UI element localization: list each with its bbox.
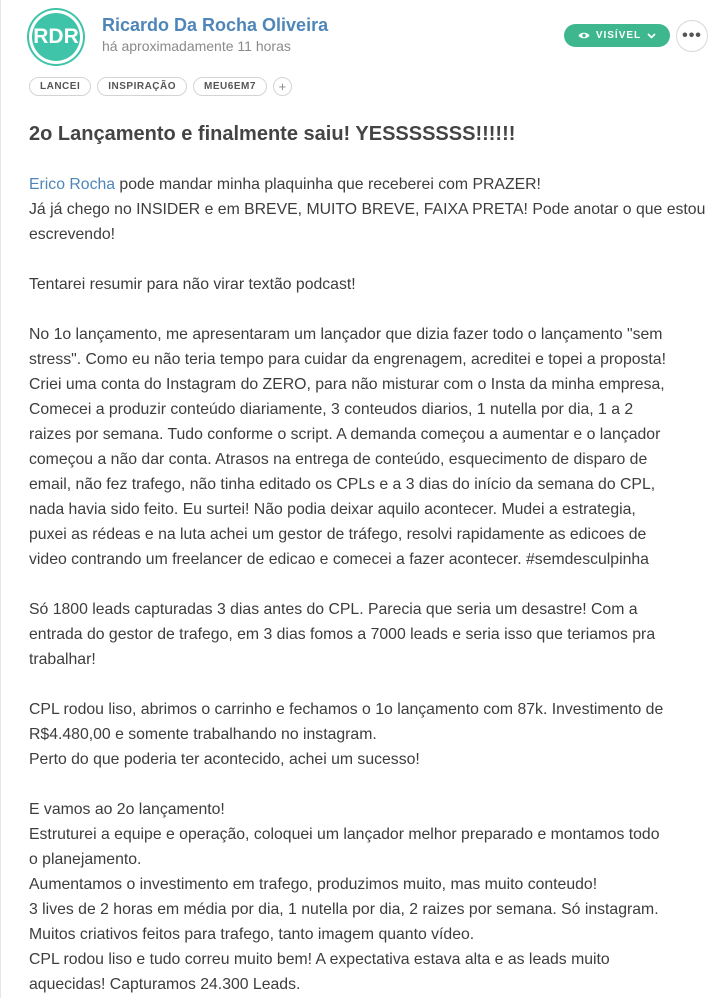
author-name[interactable]: Ricardo Da Rocha Oliveira [102, 15, 329, 35]
avatar[interactable]: RDR [29, 10, 83, 64]
post-body-line [29, 797, 709, 822]
eye-icon [578, 31, 590, 40]
visibility-label: VISÍVEL [595, 30, 642, 41]
post-body-text: stress". Como eu não teria tempo para cuidar da engrenagem, acreditei e topei a proposta! [29, 351, 666, 368]
post-body-text: Já já chego no INSIDER e em BREVE, MUITO BREVE, FAIXA PRETA! Pode anotar o que estou [29, 201, 706, 218]
post-body-text: começou a não dar conta. Atrasos na entrega de conteúdo, esquecimento de disparo de [29, 451, 648, 468]
post-body-text: pode mandar minha plaquinha que receberei com PRAZER! [115, 176, 541, 193]
post-body [29, 172, 709, 997]
post-body-text: Comecei a produzir conteúdo diariamente, 3 conteudos diarios, 1 nutella por dia, 1 a 2 [29, 401, 634, 418]
post-body-line [29, 822, 709, 847]
post-body-line [29, 847, 709, 872]
post-body-text: E vamos ao 2o lançamento! [29, 801, 225, 818]
post-body-text: aquecidas! Capturamos 24.300 Leads. [29, 976, 301, 993]
visibility-button[interactable] [564, 24, 670, 47]
post-body-text: Aumentamos o investimento em trafego, produzimos muito, mas muito conteudo! [29, 876, 598, 893]
post-body-line [29, 897, 709, 922]
post-title: 2o Lançamento e finalmente saiu! YESSSSSSS!!!!!! [29, 123, 516, 145]
post-body-text: trabalhar! [29, 651, 96, 668]
post-body-text: video contrando um freelancer de edicao e comecei a fazer acontecer. #semdesculpinha [29, 551, 649, 568]
post-body-line [29, 397, 709, 422]
post-body-line [29, 922, 709, 947]
post-body-line [29, 447, 709, 472]
more-options-button[interactable] [676, 20, 708, 52]
post-body-text: CPL rodou liso e tudo correu muito bem! A expectativa estava alta e as leads muito [29, 951, 610, 968]
post-body-text: Muitos criativos feitos para trafego, tanto imagem quanto vídeo. [29, 926, 475, 943]
post-body-line [29, 872, 709, 897]
paragraph-gap [29, 772, 709, 797]
post-body-line [29, 497, 709, 522]
post-body-text: escrevendo! [29, 226, 116, 243]
tag-inspiracao[interactable]: INSPIRAÇÃO [97, 77, 187, 96]
post-body-text: Criei uma conta do Instagram do ZERO, para não misturar com o Insta da minha empresa, [29, 376, 665, 393]
more-dots-icon: ••• [682, 27, 702, 44]
post-body-line [29, 647, 709, 672]
post-body-line [29, 697, 709, 722]
tag-list [29, 77, 292, 96]
post-body-text: raizes por semana. Tudo conforme o script. A demanda começou a aumentar e o lançador [29, 426, 661, 443]
post-body-line [29, 372, 709, 397]
post-body-line [29, 547, 709, 572]
post-body-text: Tentarei resumir para não virar textão podcast! [29, 276, 356, 293]
post-body-line [29, 472, 709, 497]
post-body-line [29, 597, 709, 622]
post-body-text: Estruturei a equipe e operação, coloquei um lançador melhor preparado e montamos todo [29, 826, 660, 843]
tag-lancei[interactable]: LANCEI [29, 77, 91, 96]
paragraph-gap [29, 247, 709, 272]
post-body-text: entrada do gestor de trafego, em 3 dias fomos a 7000 leads e seria isso que teriamos pra [29, 626, 656, 643]
paragraph-gap [29, 297, 709, 322]
paragraph-gap [29, 672, 709, 697]
paragraph-gap [29, 572, 709, 597]
post-timestamp: há aproximadamente 11 horas [102, 38, 291, 54]
post-body-line [29, 422, 709, 447]
post-body-text: o planejamento. [29, 851, 142, 868]
mention-link[interactable]: Erico Rocha [29, 176, 116, 193]
post-body-line [29, 322, 709, 347]
post-body-line [29, 972, 709, 997]
post-body-line [29, 272, 709, 297]
post-body-line [29, 622, 709, 647]
post-body-text: email, não fez trafego, não tinha editado os CPLs e a 3 dias do início da semana do CPL, [29, 476, 656, 493]
post-body-text: No 1o lançamento, me apresentaram um lançador que dizia fazer todo o lançamento "sem [29, 326, 663, 343]
post-body-text: 3 lives de 2 horas em média por dia, 1 nutella por dia, 2 raizes por semana. Só instagram. [29, 901, 659, 918]
post-body-line [29, 722, 709, 747]
post-body-text: puxei as rédeas e na luta achei um gestor de tráfego, resolvi rapidamente as edicoes de [29, 526, 647, 543]
post-body-text: nada havia sido feito. Eu surtei! Não podia deixar aquilo acontecer. Mudei a estrategia, [29, 501, 636, 518]
post-body-line [29, 222, 709, 247]
tag-meu6em7[interactable]: MEU6EM7 [193, 77, 267, 96]
chevron-down-icon [647, 33, 656, 39]
post-body-text: R$4.480,00 e somente trabalhando no instagram. [29, 726, 377, 743]
post-body-line [29, 347, 709, 372]
add-tag-button[interactable]: + [273, 77, 292, 96]
post-body-line [29, 522, 709, 547]
post-body-text: Perto do que poderia ter acontecido, achei um sucesso! [29, 751, 420, 768]
post-body-line [29, 747, 709, 772]
post-body-line [29, 172, 709, 197]
post-body-line [29, 947, 709, 972]
post-body-text: CPL rodou liso, abrimos o carrinho e fechamos o 1o lançamento com 87k. Investimento de [29, 701, 664, 718]
post-body-line [29, 197, 709, 222]
post-body-text: Só 1800 leads capturadas 3 dias antes do CPL. Parecia que seria um desastre! Com a [29, 601, 638, 618]
